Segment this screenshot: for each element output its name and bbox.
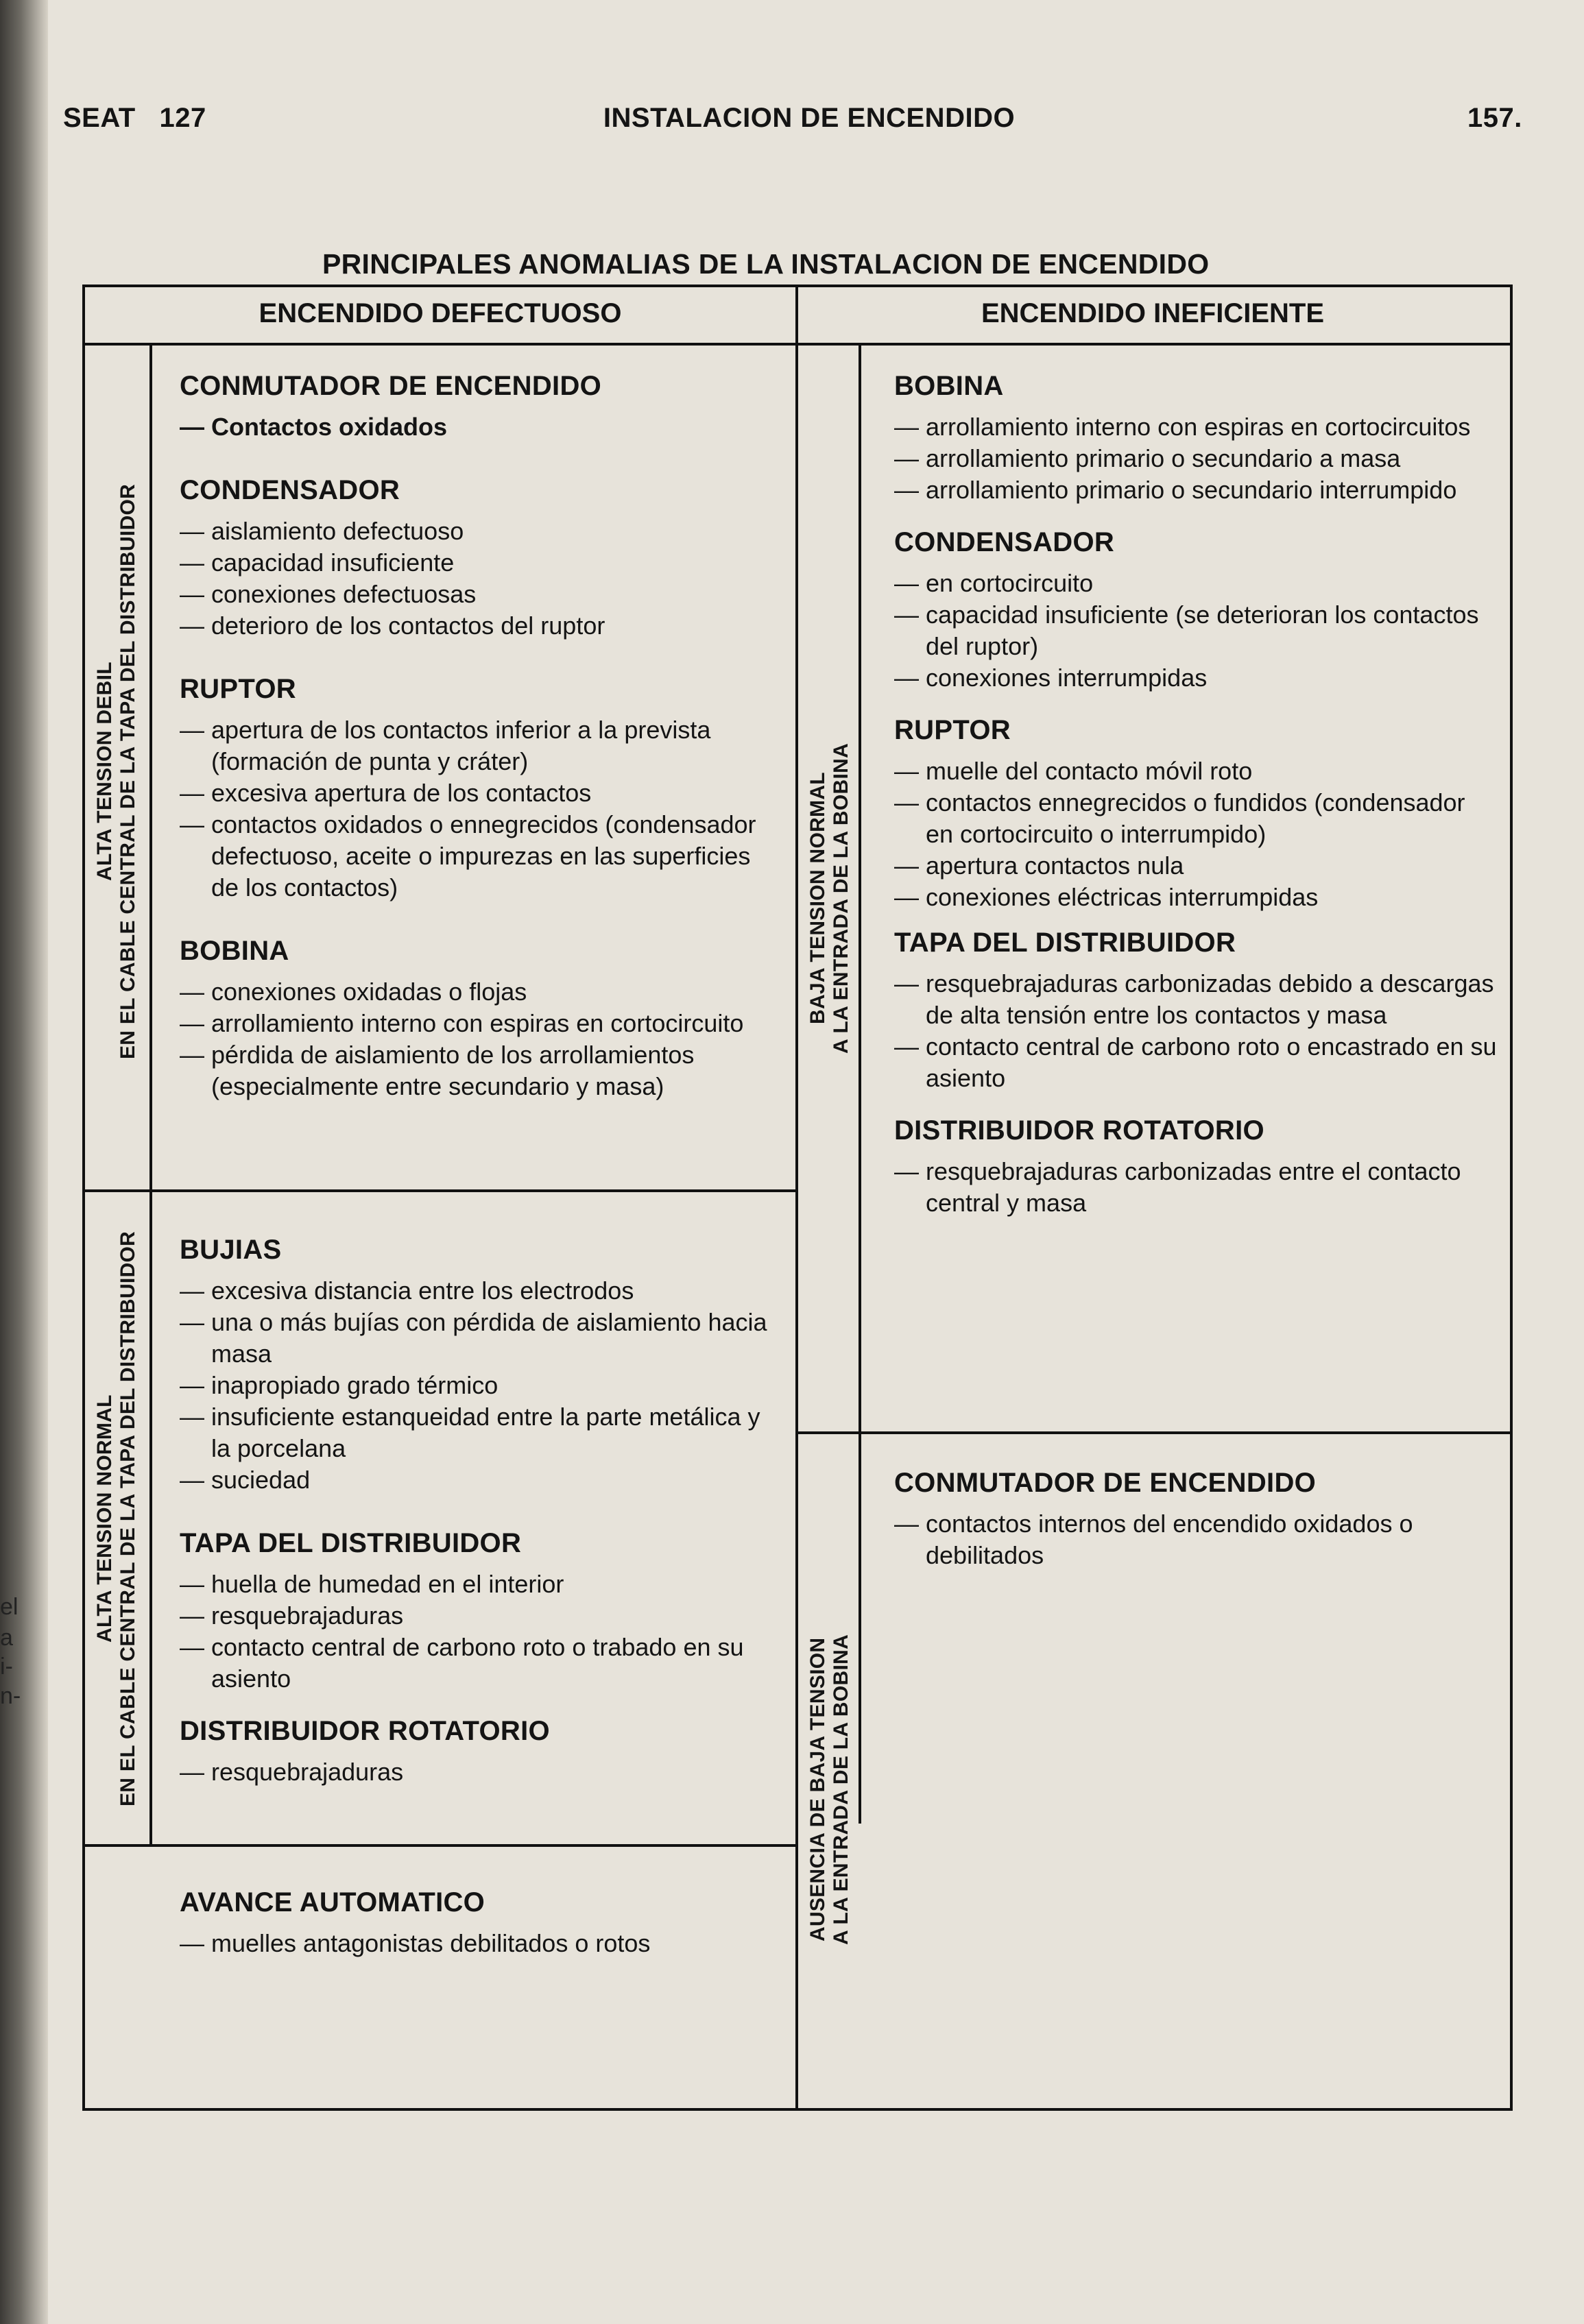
left-row-divider (82, 1189, 798, 1192)
list-item: — deterioro de los contactos del ruptor (180, 610, 783, 642)
section-condensador (894, 526, 1498, 694)
list-item: — contacto central de carbono roto o trabado en su asiento (180, 1632, 783, 1695)
section-title: BUJIAS (180, 1235, 282, 1265)
list-item: — contacto central de carbono roto o encastrado en su asiento (894, 1031, 1498, 1094)
list-item: — aislamiento defectuoso (180, 516, 783, 547)
list-item: — contactos ennegrecidos o fundidos (condensador en cortocircuito o interrumpido) (894, 787, 1498, 850)
right-label-divider (859, 343, 861, 1824)
list-item: — conexiones eléctricas interrumpidas (894, 882, 1498, 913)
section-ruptor (894, 714, 1498, 913)
list-item: — excesiva distancia entre los electrodos (180, 1275, 783, 1307)
list-item: — pérdida de aislamiento de los arrollamientos (especialmente entre secundario y masa) (180, 1039, 783, 1102)
list-item: — resquebrajaduras (180, 1756, 783, 1788)
chapter-title: INSTALACION DE ENCENDIDO (603, 103, 1016, 133)
section-ruptor (180, 673, 783, 904)
list-item: — resquebrajaduras carbonizadas entre el contacto central y masa (894, 1156, 1498, 1219)
left-row-2-content (180, 1234, 783, 1788)
section-title: RUPTOR (180, 674, 296, 704)
list-item: — Contactos oxidados (180, 411, 783, 443)
section-conmutador (894, 1467, 1498, 1571)
list-item: — capacidad insuficiente (se deterioran los contactos del ruptor) (894, 599, 1498, 662)
list-item: — en cortocircuito (894, 568, 1498, 599)
left-row-3-content (180, 1887, 783, 1959)
margin-fragment: n- (0, 1683, 21, 1709)
section-title: DISTRIBUIDOR ROTATORIO (894, 1115, 1264, 1146)
section-tapa-distribuidor (894, 927, 1498, 1094)
page-number: 157. (1467, 103, 1522, 133)
left-row-divider (82, 1844, 798, 1847)
list-item: — inapropiado grado térmico (180, 1370, 783, 1401)
row-label-alta-tension-normal: ALTA TENSION NORMAL EN EL CABLE CENTRAL DE LA TAPA DEL DISTRIBUIDOR (93, 1231, 139, 1806)
margin-fragment: a (0, 1625, 13, 1651)
list-item: — conexiones interrumpidas (894, 662, 1498, 694)
margin-fragment: i- (0, 1654, 13, 1680)
left-label-divider (149, 343, 152, 1844)
section-tapa-distribuidor (180, 1527, 783, 1695)
right-row-divider (795, 1431, 1510, 1434)
section-condensador (180, 474, 783, 642)
section-distribuidor-rotatorio (894, 1115, 1498, 1219)
list-item: — arrollamiento primario o secundario interrumpido (894, 474, 1498, 506)
list-item: — contactos oxidados o ennegrecidos (condensador defectuoso, aceite o impurezas en las superficies de los contactos) (180, 809, 783, 904)
list-item: — conexiones oxidadas o flojas (180, 976, 783, 1008)
list-item: — insuficiente estanqueidad entre la parte metálica y la porcelana (180, 1401, 783, 1464)
list-item: — arrollamiento primario o secundario a masa (894, 443, 1498, 474)
section-title: BOBINA (894, 371, 1004, 401)
list-item: — una o más bujías con pérdida de aislamiento hacia masa (180, 1307, 783, 1370)
row-label-alta-tension-debil: ALTA TENSION DEBIL EN EL CABLE CENTRAL DE LA TAPA DEL DISTRIBUIDOR (93, 483, 139, 1059)
list-item: — arrollamiento interno con espiras en cortocircuitos (894, 411, 1498, 443)
list-item: — huella de humedad en el interior (180, 1569, 783, 1600)
section-title: CONDENSADOR (180, 475, 400, 505)
column-head-defectuoso: ENCENDIDO DEFECTUOSO (259, 298, 622, 328)
row-label-ausencia-baja-tension: AUSENCIA DE BAJA TENSION A LA ENTRADA DE LA BOBINA (806, 1634, 852, 1945)
section-distribuidor-rotatorio (180, 1715, 783, 1788)
list-item: — resquebrajaduras carbonizadas debido a descargas de alta tensión entre los contactos y masa (894, 968, 1498, 1031)
list-item: — muelles antagonistas debilitados o rotos (180, 1928, 783, 1959)
section-title: DISTRIBUIDOR ROTATORIO (180, 1716, 550, 1746)
section-title: AVANCE AUTOMATICO (180, 1887, 485, 1917)
section-title: RUPTOR (894, 715, 1011, 745)
section-bujias (180, 1234, 783, 1496)
book-title: SEAT 127 (63, 103, 206, 133)
list-item: — apertura de los contactos inferior a la prevista (formación de punta y cráter) (180, 714, 783, 777)
list-item: — muelle del contacto móvil roto (894, 755, 1498, 787)
section-bobina (894, 370, 1498, 506)
section-title: CONMUTADOR DE ENCENDIDO (180, 371, 602, 401)
left-row-1-content (180, 370, 783, 1102)
row-label-baja-tension-normal: BAJA TENSION NORMAL A LA ENTRADA DE LA BOBINA (806, 742, 852, 1054)
section-avance-automatico (180, 1887, 783, 1959)
section-bobina (180, 935, 783, 1102)
section-title: TAPA DEL DISTRIBUIDOR (894, 928, 1236, 958)
section-title: BOBINA (180, 936, 289, 966)
table-title: PRINCIPALES ANOMALIAS DE LA INSTALACION DE ENCENDIDO (322, 248, 1210, 280)
list-item: — apertura contactos nula (894, 850, 1498, 882)
list-item: — capacidad insuficiente (180, 547, 783, 579)
section-title: CONMUTADOR DE ENCENDIDO (894, 1468, 1317, 1498)
list-item: — resquebrajaduras (180, 1600, 783, 1632)
section-title: CONDENSADOR (894, 527, 1115, 557)
list-item: — suciedad (180, 1464, 783, 1496)
right-row-1-content (894, 370, 1498, 1219)
right-row-2-content (894, 1467, 1498, 1571)
section-conmutador (180, 370, 783, 443)
page-binding-shadow (0, 0, 48, 2324)
list-item: — conexiones defectuosas (180, 579, 783, 610)
margin-fragment: el (0, 1594, 19, 1620)
column-head-ineficiente: ENCENDIDO INEFICIENTE (981, 298, 1325, 328)
column-divider (795, 285, 798, 2108)
section-title: TAPA DEL DISTRIBUIDOR (180, 1528, 522, 1558)
list-item: — excesiva apertura de los contactos (180, 777, 783, 809)
list-item: — contactos internos del encendido oxidados o debilitados (894, 1508, 1498, 1571)
list-item: — arrollamiento interno con espiras en cortocircuito (180, 1008, 783, 1039)
